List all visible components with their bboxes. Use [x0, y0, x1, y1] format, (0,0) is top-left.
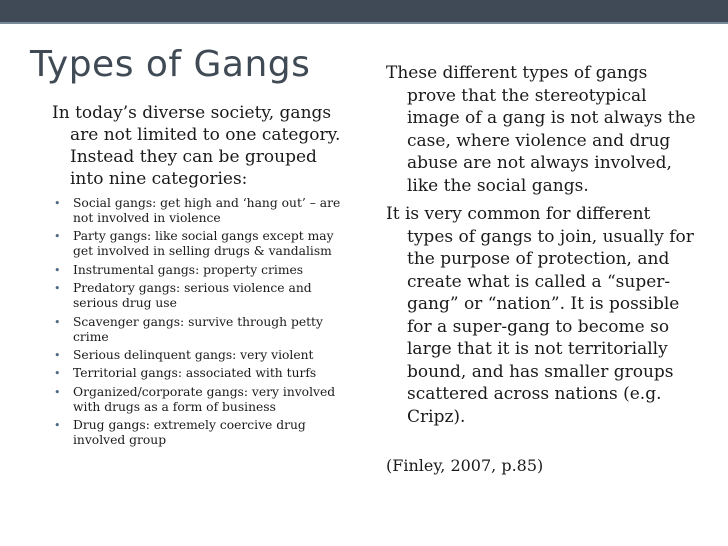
citation: (Finley, 2007, p.85)	[386, 456, 544, 475]
bullet-icon: •	[54, 282, 61, 296]
list-item	[52, 348, 352, 363]
list-item	[52, 263, 352, 278]
list-item-text: Social gangs: get high and ‘hang out’ – are not involved in violence	[73, 196, 341, 225]
bullet-icon: •	[54, 367, 61, 381]
list-item-text: Predatory gangs: serious violence and serious drug use	[73, 281, 312, 311]
stereotype-paragraph: These different types of gangs prove that the stereotypical image of a gang is not always the case, where violence and drug abuse are not always involved, like the social gangs.	[386, 63, 696, 196]
list-item-text: Drug gangs: extremely coercive drug involved group	[73, 418, 306, 448]
bullet-icon: •	[54, 197, 61, 210]
right-column	[386, 62, 696, 475]
list-item-text: Serious delinquent gangs: very violent	[73, 347, 314, 362]
bullet-icon: •	[54, 315, 61, 329]
list-item	[52, 229, 352, 259]
slide-title: Types of Gangs	[30, 44, 311, 85]
bullet-icon: •	[54, 419, 61, 433]
list-item-text: Territorial gangs: associated with turfs	[73, 366, 317, 381]
list-item	[52, 418, 352, 448]
list-item	[52, 385, 352, 415]
bullet-icon: •	[54, 348, 61, 362]
top-bar-accent	[0, 22, 728, 24]
list-item	[52, 366, 352, 381]
list-item-text: Organized/corporate gangs: very involved with drugs as a form of business	[73, 384, 336, 414]
bullet-icon: •	[54, 263, 61, 277]
list-item-text: Instrumental gangs: property crimes	[73, 262, 304, 277]
intro-paragraph: In today’s diverse society, gangs are not limited to one category. Instead they can be grouped into nine categories:	[52, 103, 341, 189]
top-bar	[0, 0, 728, 22]
gang-types-list	[52, 196, 352, 448]
list-item	[52, 315, 352, 345]
bullet-icon: •	[54, 385, 61, 399]
super-gang-paragraph: It is very common for different types of gangs to join, usually for the purpose of protection, and create what is called a “super-gang” or “nation”. It is possible for a super-gang to become so large that it is not territorially bound, and has smaller groups scattered across nations (e.g. Cripz).	[386, 204, 694, 427]
bullet-icon: •	[54, 230, 61, 244]
list-item	[52, 281, 352, 311]
left-column	[52, 102, 352, 452]
list-item-text: Party gangs: like social gangs except may get involved in selling drugs & vandalism	[73, 229, 334, 259]
list-item	[52, 196, 352, 226]
list-item-text: Scavenger gangs: survive through petty crime	[73, 314, 323, 344]
